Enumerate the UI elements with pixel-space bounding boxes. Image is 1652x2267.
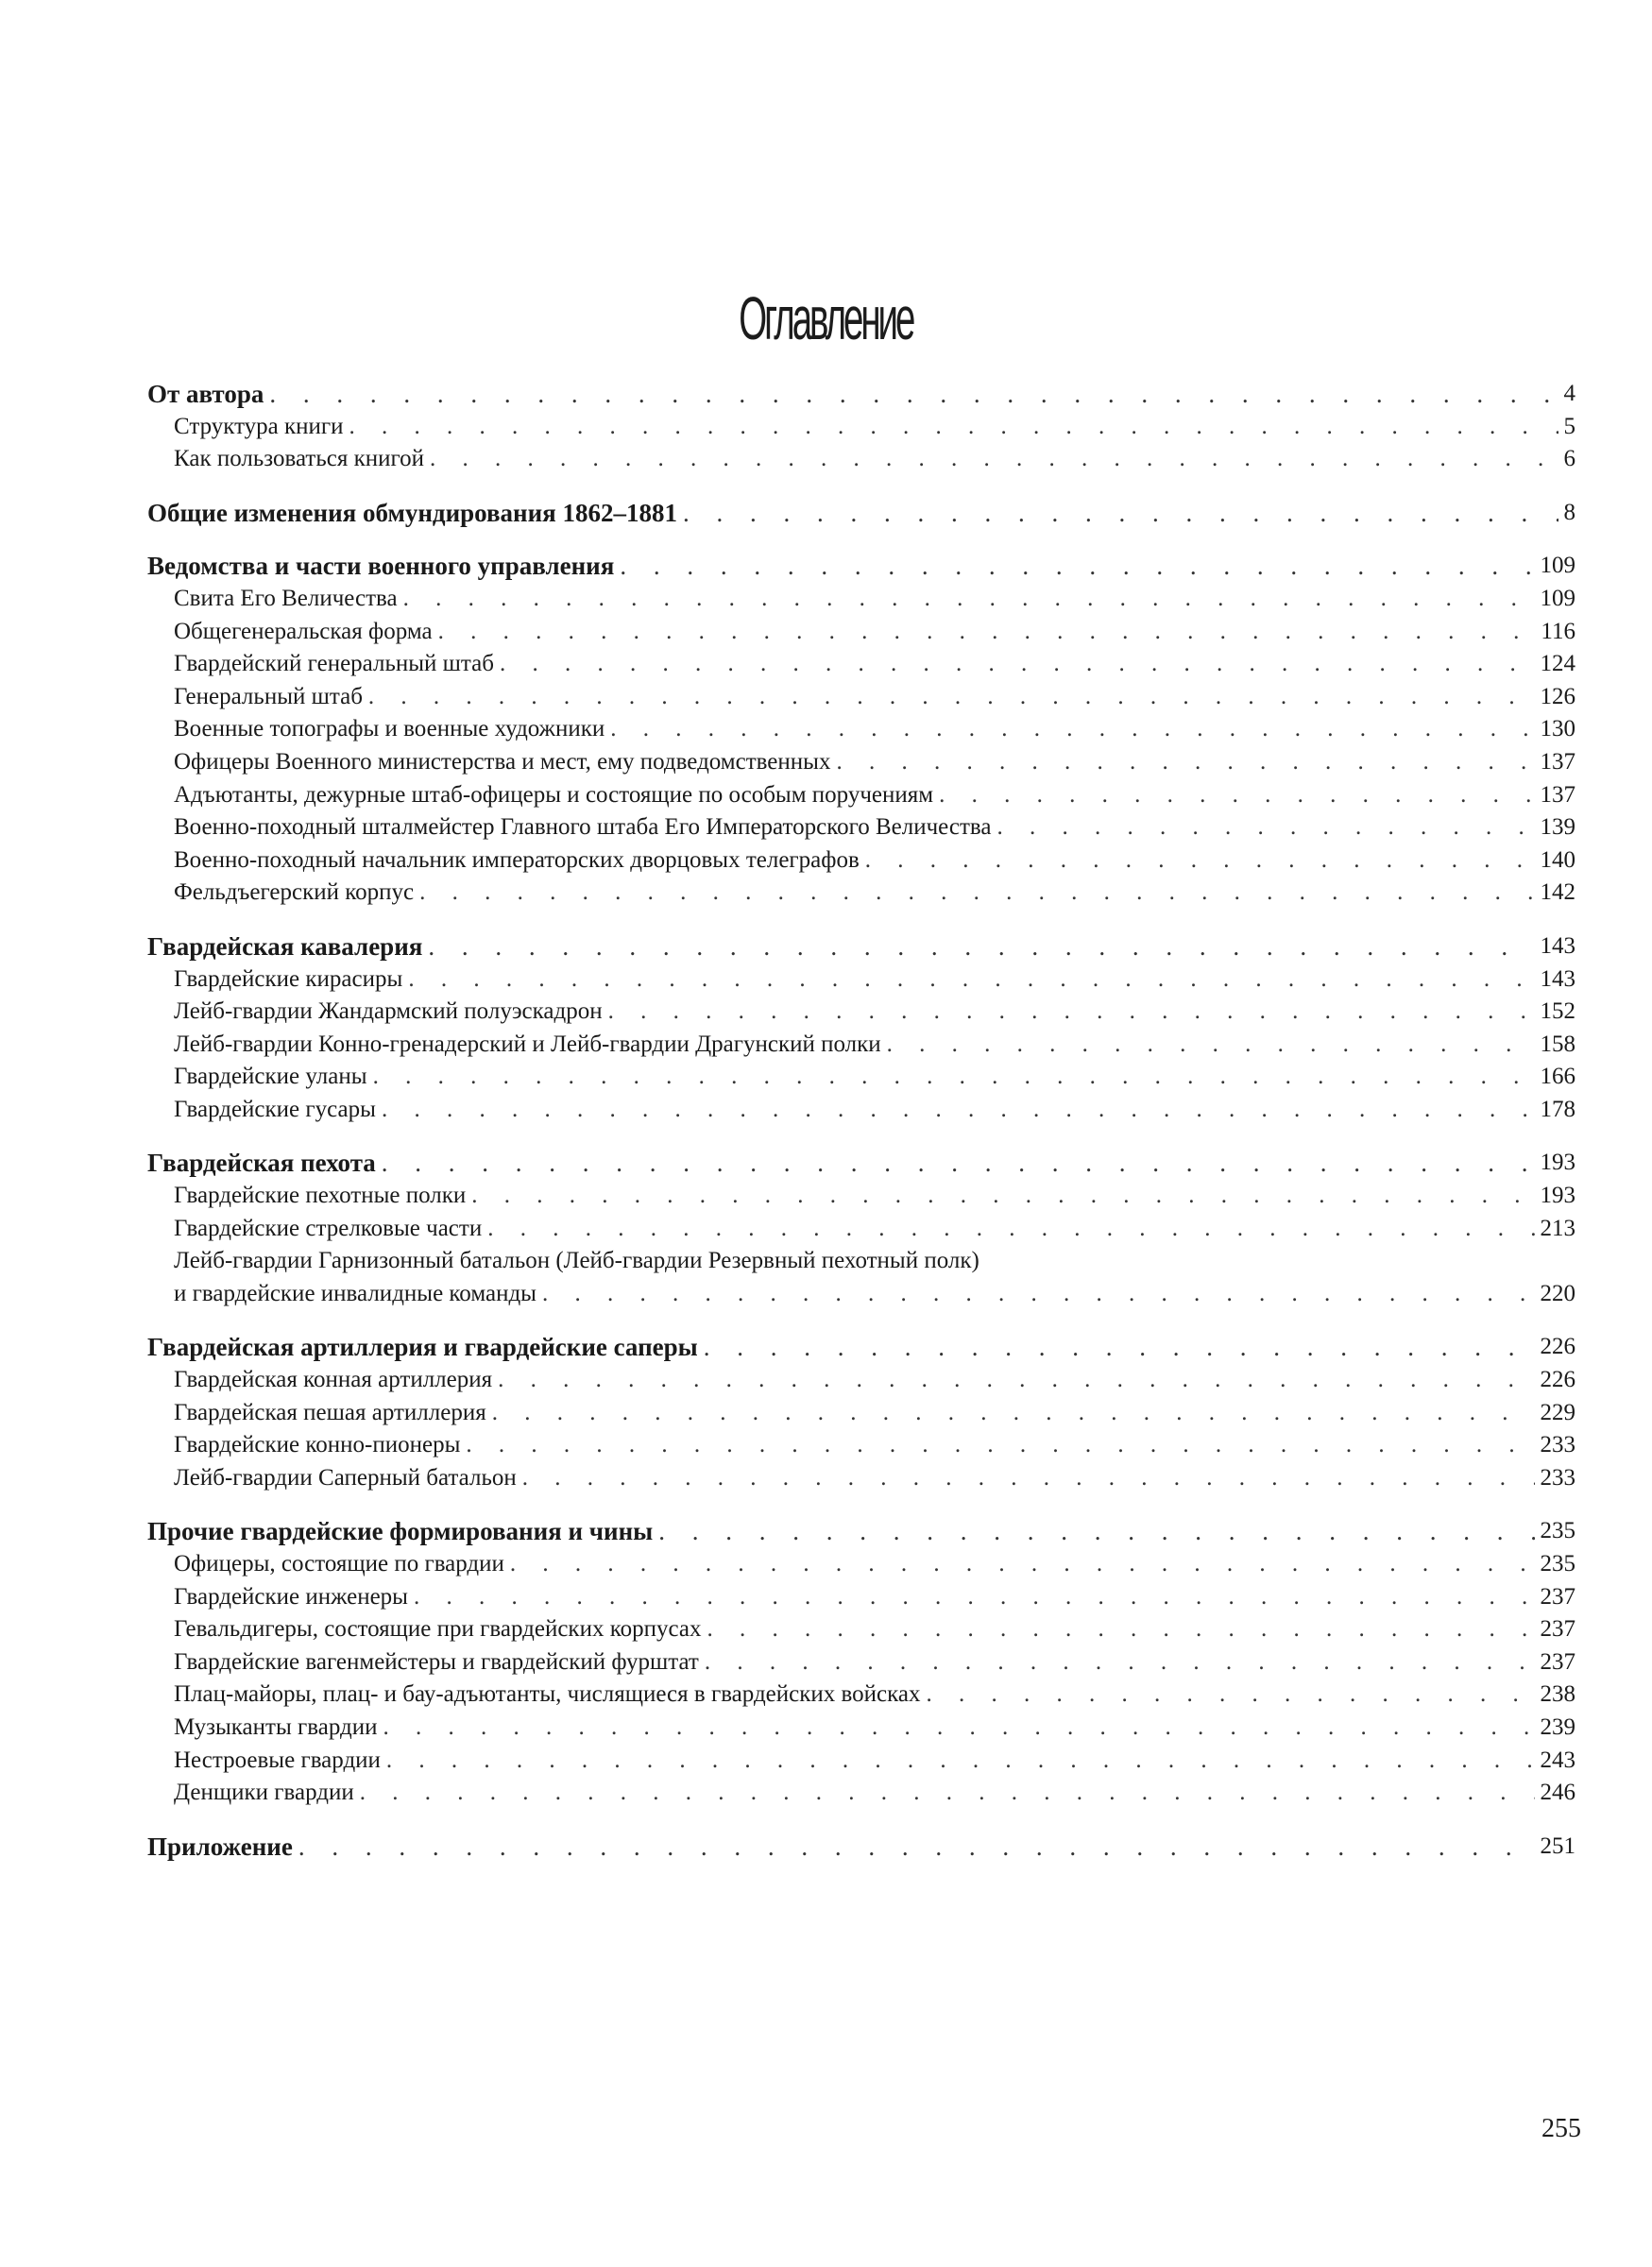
toc-item[interactable] <box>147 681 1575 714</box>
toc-item[interactable] <box>147 877 1575 910</box>
toc-page-ref: 166 <box>1540 1064 1575 1090</box>
dot-leader <box>487 1213 1534 1246</box>
toc-item[interactable] <box>147 1429 1575 1462</box>
dot-leader <box>382 1094 1535 1127</box>
toc-section <box>147 378 1575 476</box>
dot-leader <box>865 844 1535 878</box>
toc-item[interactable] <box>147 746 1575 779</box>
toc-section-label: Приложение <box>147 1832 293 1861</box>
dot-leader <box>428 930 1534 963</box>
dot-leader <box>349 411 1558 444</box>
toc-section <box>147 1331 1575 1494</box>
toc-page-ref: 130 <box>1540 716 1575 742</box>
dot-leader <box>542 1278 1535 1311</box>
toc-item-label: Гвардейские инженеры <box>174 1583 408 1610</box>
toc-section-label: Ведомства и части военного управления <box>147 552 615 581</box>
toc-item[interactable] <box>147 779 1575 812</box>
dot-leader <box>430 443 1558 476</box>
toc-item-label: Плац-майоры, плац- и бау-адъютанты, числящиеся в гвардейских войсках <box>174 1681 921 1708</box>
toc-section <box>147 1831 1575 1864</box>
dot-leader <box>926 1679 1534 1712</box>
toc-page-ref: 158 <box>1540 1031 1575 1057</box>
toc-item[interactable] <box>147 1581 1575 1614</box>
toc-page-ref: 5 <box>1563 413 1575 439</box>
toc-section-heading[interactable] <box>147 1147 1575 1180</box>
toc-item[interactable] <box>147 1462 1575 1495</box>
toc-page-ref: 178 <box>1540 1096 1575 1122</box>
toc-item-label: Гвардейская конная артиллерия <box>174 1367 493 1393</box>
toc-section-heading[interactable] <box>147 378 1575 411</box>
toc-page-ref: 235 <box>1540 1551 1575 1577</box>
toc-item-label: Гвардейский генеральный штаб <box>174 651 494 677</box>
dot-leader <box>269 378 1558 411</box>
toc-item[interactable] <box>147 1397 1575 1430</box>
dot-leader <box>466 1429 1534 1462</box>
toc-page-ref: 139 <box>1540 814 1575 841</box>
toc-page-ref: 109 <box>1540 585 1575 611</box>
toc-item-label: Гвардейские пехотные полки <box>174 1183 467 1209</box>
dot-leader <box>610 713 1534 746</box>
toc-section <box>147 497 1575 530</box>
toc-page-ref: 238 <box>1540 1681 1575 1708</box>
toc-item-label: Военные топографы и военные художники <box>174 716 605 742</box>
toc-page-ref: 137 <box>1540 781 1575 808</box>
toc-page-ref: 213 <box>1540 1215 1575 1241</box>
toc-item-label: Военно-походный начальник императорских дворцовых телеграфов <box>174 846 860 873</box>
toc-section-heading[interactable] <box>147 1515 1575 1548</box>
toc-item-label: Гвардейские вагенмейстеры и гвардейский фурштат <box>174 1648 699 1675</box>
dot-leader <box>705 1646 1535 1679</box>
toc-item[interactable] <box>147 1712 1575 1745</box>
dot-leader <box>492 1397 1535 1430</box>
toc-page-ref: 229 <box>1540 1399 1575 1425</box>
toc-page-ref: 226 <box>1540 1334 1575 1360</box>
toc-section-heading[interactable] <box>147 1831 1575 1864</box>
dot-leader <box>704 1331 1535 1364</box>
toc-page-ref: 235 <box>1540 1518 1575 1544</box>
toc-item-label: Гвардейская пешая артиллерия <box>174 1399 486 1425</box>
page-title: Оглавление <box>739 284 913 352</box>
toc-item[interactable] <box>147 1646 1575 1679</box>
toc-item-label: Свита Его Величества <box>174 585 398 611</box>
toc-item[interactable] <box>147 996 1575 1029</box>
toc-section <box>147 930 1575 1127</box>
toc-item[interactable] <box>147 1029 1575 1062</box>
toc-item-label: Музыканты гвардии <box>174 1713 378 1740</box>
toc-item-label: Лейб-гвардии Конно-гренадерский и Лейб-гвардии Драгунский полки <box>174 1031 881 1057</box>
toc-item[interactable] <box>147 811 1575 844</box>
dot-leader <box>836 746 1534 779</box>
toc-item[interactable] <box>147 648 1575 681</box>
dot-leader <box>707 1613 1534 1646</box>
toc-item-label: Военно-походный шталмейстер Главного штаба Его Императорского Величества <box>174 814 992 841</box>
toc-item-label: Гвардейские гусары <box>174 1096 376 1122</box>
toc-item-label: Нестроевые гвардии <box>174 1747 381 1773</box>
dot-leader <box>298 1831 1535 1864</box>
toc-item[interactable] <box>147 616 1575 649</box>
toc-item[interactable] <box>147 713 1575 746</box>
dot-leader <box>510 1548 1535 1581</box>
toc-section <box>147 1147 1575 1310</box>
dot-leader <box>500 648 1535 681</box>
dot-leader <box>383 1712 1534 1745</box>
toc-item-label: Гвардейские конно-пионеры <box>174 1432 461 1458</box>
page-number: 255 <box>1541 2114 1581 2143</box>
toc-page-ref: 152 <box>1540 998 1575 1025</box>
toc-page-ref: 226 <box>1540 1367 1575 1393</box>
toc-item-label: Офицеры, состоящие по гвардии <box>174 1551 504 1577</box>
toc-item[interactable] <box>147 1245 1575 1278</box>
toc-page-ref: 237 <box>1540 1583 1575 1610</box>
toc-item[interactable] <box>147 411 1575 444</box>
toc-page-ref: 4 <box>1563 381 1575 406</box>
toc-item[interactable] <box>147 1094 1575 1127</box>
toc-item[interactable] <box>147 844 1575 878</box>
toc-section-heading[interactable] <box>147 497 1575 530</box>
toc-item-label: Как пользоваться книгой <box>174 446 425 472</box>
dot-leader <box>620 550 1534 583</box>
toc-item-label: Денщики гвардии <box>174 1780 354 1806</box>
dot-leader <box>414 1581 1535 1614</box>
toc-page-ref: 142 <box>1540 879 1575 906</box>
toc-item-label: и гвардейские инвалидные команды <box>174 1280 536 1306</box>
dot-leader <box>382 1147 1535 1180</box>
toc-item-label: Общегенеральская форма <box>174 618 433 644</box>
toc-item-label: Адъютанты, дежурные штаб-офицеры и состоящие по особым поручениям <box>174 781 934 808</box>
table-of-contents <box>147 378 1575 1883</box>
toc-page-ref: 243 <box>1540 1747 1575 1773</box>
toc-section-label: Гвардейская пехота <box>147 1149 376 1178</box>
toc-page-ref: 143 <box>1540 932 1575 959</box>
toc-item[interactable] <box>147 1745 1575 1778</box>
toc-page-ref: 239 <box>1540 1713 1575 1740</box>
toc-item-continuation[interactable] <box>147 1278 1575 1311</box>
toc-section-label: Прочие гвардейские формирования и чины <box>147 1517 654 1546</box>
toc-item[interactable] <box>147 1364 1575 1397</box>
toc-item-label: Фельдъегерский корпус <box>174 879 415 906</box>
dot-leader <box>608 996 1535 1029</box>
toc-item-label: Лейб-гвардии Саперный батальон <box>174 1464 517 1491</box>
toc-item[interactable] <box>147 1548 1575 1581</box>
toc-item[interactable] <box>147 1613 1575 1646</box>
toc-page-ref: 116 <box>1541 618 1575 644</box>
toc-item[interactable] <box>147 1213 1575 1246</box>
toc-item-label: Гвардейские уланы <box>174 1064 367 1090</box>
toc-item-label: Лейб-гвардии Гарнизонный батальон (Лейб-гвардии Резервный пехотный полк) <box>174 1248 979 1274</box>
toc-page-ref: 137 <box>1540 748 1575 775</box>
dot-leader <box>373 1061 1535 1094</box>
dot-leader <box>522 1462 1535 1495</box>
toc-item[interactable] <box>147 443 1575 476</box>
toc-section-label: Гвардейская кавалерия <box>147 931 423 961</box>
toc-page-ref: 233 <box>1540 1464 1575 1491</box>
toc-page-ref: 246 <box>1540 1780 1575 1806</box>
toc-section-heading[interactable] <box>147 1331 1575 1364</box>
dot-leader <box>939 779 1534 812</box>
toc-page-ref: 8 <box>1563 499 1575 525</box>
toc-section-label: От автора <box>147 380 264 408</box>
dot-leader <box>419 877 1534 910</box>
dot-leader <box>368 681 1535 714</box>
dot-leader <box>360 1777 1535 1810</box>
dot-leader <box>386 1745 1535 1778</box>
toc-page-ref: 6 <box>1563 446 1575 472</box>
dot-leader <box>683 497 1558 530</box>
toc-page-ref: 193 <box>1540 1150 1575 1176</box>
toc-item-label: Гвардейские стрелковые части <box>174 1215 483 1241</box>
toc-item[interactable] <box>147 1777 1575 1810</box>
toc-page-ref: 193 <box>1540 1183 1575 1209</box>
toc-item-label: Гевальдигеры, состоящие при гвардейских корпусах <box>174 1616 702 1643</box>
dot-leader <box>887 1029 1535 1062</box>
toc-page-ref: 220 <box>1540 1280 1575 1306</box>
toc-section-label: Общие изменения обмундирования 1862–1881 <box>147 498 678 527</box>
toc-page-ref: 143 <box>1540 965 1575 992</box>
toc-page-ref: 251 <box>1540 1832 1575 1859</box>
dot-leader <box>471 1180 1534 1213</box>
dot-leader <box>438 616 1536 649</box>
toc-item-label: Офицеры Военного министерства и мест, ему подведомственных <box>174 748 831 775</box>
toc-page-ref: 109 <box>1540 553 1575 579</box>
toc-item[interactable] <box>147 1061 1575 1094</box>
toc-section-heading[interactable] <box>147 550 1575 583</box>
toc-item[interactable] <box>147 963 1575 997</box>
dot-leader <box>498 1364 1534 1397</box>
dot-leader <box>658 1515 1534 1548</box>
toc-page-ref: 233 <box>1540 1432 1575 1458</box>
toc-page-ref: 140 <box>1540 846 1575 873</box>
toc-section <box>147 550 1575 910</box>
toc-item[interactable] <box>147 583 1575 616</box>
toc-page-ref: 237 <box>1540 1616 1575 1643</box>
toc-section-label: Гвардейская артиллерия и гвардейские саперы <box>147 1333 698 1362</box>
toc-item-label: Структура книги <box>174 413 344 439</box>
toc-item-label: Генеральный штаб <box>174 683 363 709</box>
toc-page-ref: 124 <box>1540 651 1575 677</box>
dot-leader <box>996 811 1534 844</box>
toc-item-label: Гвардейские кирасиры <box>174 965 403 992</box>
toc-item[interactable] <box>147 1679 1575 1712</box>
dot-leader <box>408 963 1534 997</box>
toc-section <box>147 1515 1575 1809</box>
toc-item-label: Лейб-гвардии Жандармский полуэскадрон <box>174 998 603 1025</box>
toc-page-ref: 237 <box>1540 1648 1575 1675</box>
toc-section-heading[interactable] <box>147 930 1575 963</box>
toc-item[interactable] <box>147 1180 1575 1213</box>
toc-page-ref: 126 <box>1540 683 1575 709</box>
dot-leader <box>403 583 1535 616</box>
